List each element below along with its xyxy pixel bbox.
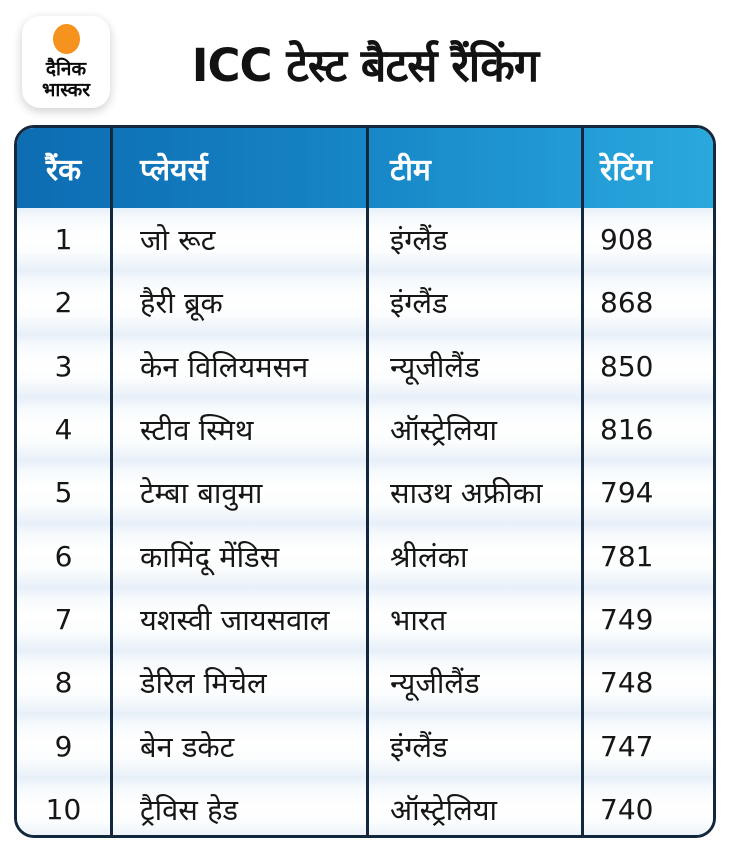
rating-cell: 908 bbox=[581, 208, 713, 271]
rating-cell: 740 bbox=[581, 778, 713, 838]
rank-cell: 2 bbox=[54, 286, 73, 320]
team-cell: भारत bbox=[366, 588, 581, 651]
table-row bbox=[17, 271, 713, 334]
rank-cell: 1 bbox=[54, 223, 73, 257]
player-cell: जो रूट bbox=[110, 208, 366, 271]
header-cell-team: टीम bbox=[366, 128, 581, 208]
table-row bbox=[17, 208, 713, 271]
team-cell: साउथ अफ्रीका bbox=[366, 461, 581, 524]
team-cell: न्यूजीलैंड bbox=[366, 651, 581, 714]
rating-cell: 748 bbox=[581, 651, 713, 714]
player-cell: ट्रैविस हेड bbox=[110, 778, 366, 838]
rank-cell: 7 bbox=[54, 602, 73, 636]
player-cell: डेरिल मिचेल bbox=[110, 651, 366, 714]
player-cell: केन विलियमसन bbox=[110, 335, 366, 398]
rank-cell: 5 bbox=[54, 476, 73, 510]
table-row bbox=[17, 461, 713, 524]
team-cell: श्रीलंका bbox=[366, 524, 581, 587]
table-row bbox=[17, 588, 713, 651]
table-row bbox=[17, 714, 713, 777]
player-cell: स्टीव स्मिथ bbox=[110, 398, 366, 461]
ranking-table bbox=[14, 125, 716, 838]
header-cell-rank: रैंक bbox=[45, 152, 82, 188]
table-row bbox=[17, 398, 713, 461]
rank-cell: 10 bbox=[45, 792, 82, 826]
rank-cell: 6 bbox=[54, 539, 73, 573]
team-cell: ऑस्ट्रेलिया bbox=[366, 398, 581, 461]
logo-text-line2: भास्कर bbox=[41, 79, 91, 101]
table-header-row bbox=[17, 128, 713, 208]
table-body bbox=[17, 208, 713, 838]
player-cell: यशस्वी जायसवाल bbox=[110, 588, 366, 651]
page-title: ICC टेस्ट बैटर्स रैंकिंग bbox=[191, 39, 539, 92]
table-row bbox=[17, 651, 713, 714]
rank-cell: 4 bbox=[54, 413, 73, 447]
rank-cell: 9 bbox=[54, 729, 73, 763]
table-row bbox=[17, 335, 713, 398]
logo-text-line1: दैनिक bbox=[45, 57, 87, 80]
team-cell: न्यूजीलैंड bbox=[366, 335, 581, 398]
rating-cell: 781 bbox=[581, 524, 713, 587]
player-cell: हैरी ब्रूक bbox=[110, 271, 366, 334]
table-row bbox=[17, 524, 713, 587]
rating-cell: 868 bbox=[581, 271, 713, 334]
rating-cell: 794 bbox=[581, 461, 713, 524]
rank-cell: 8 bbox=[54, 666, 73, 700]
team-cell: इंग्लैंड bbox=[366, 208, 581, 271]
team-cell: इंग्लैंड bbox=[366, 271, 581, 334]
table-row bbox=[17, 778, 713, 838]
team-cell: इंग्लैंड bbox=[366, 714, 581, 777]
header-cell-player: प्लेयर्स bbox=[110, 128, 366, 208]
rating-cell: 850 bbox=[581, 335, 713, 398]
team-cell: ऑस्ट्रेलिया bbox=[366, 778, 581, 838]
rating-cell: 747 bbox=[581, 714, 713, 777]
player-cell: बेन डकेट bbox=[110, 714, 366, 777]
rank-cell: 3 bbox=[54, 349, 73, 383]
rating-cell: 749 bbox=[581, 588, 713, 651]
player-cell: टेम्बा बावुमा bbox=[110, 461, 366, 524]
player-cell: कामिंदू मेंडिस bbox=[110, 524, 366, 587]
rating-cell: 816 bbox=[581, 398, 713, 461]
header-cell-rating: रेटिंग bbox=[581, 128, 713, 208]
